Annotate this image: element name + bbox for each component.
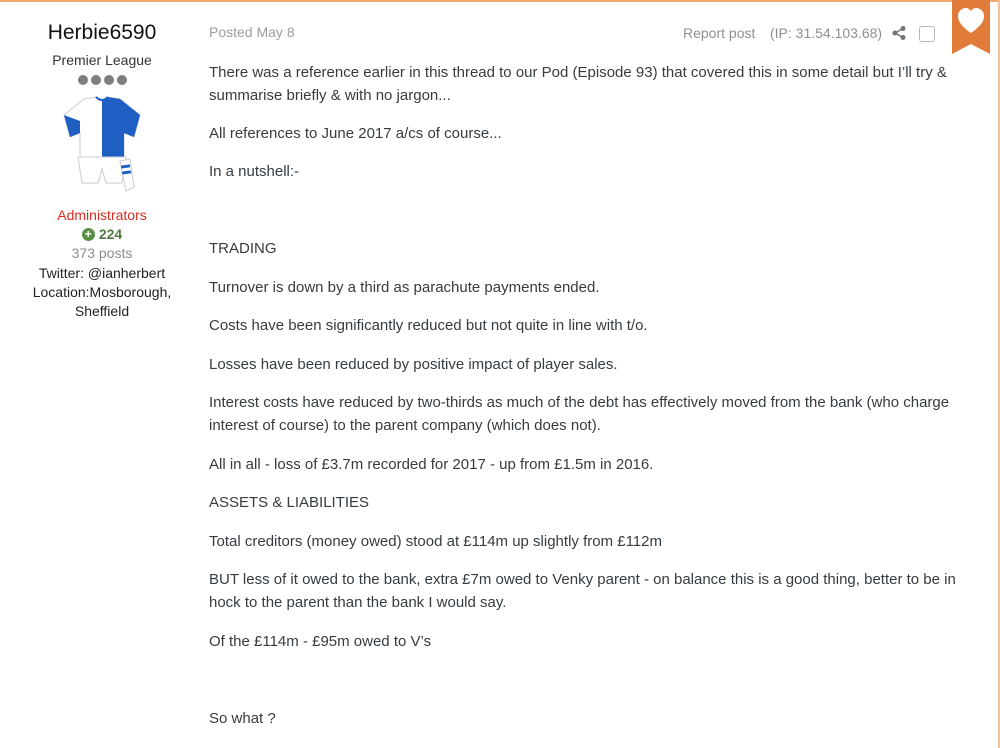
author-name[interactable]: Herbie6590 <box>47 21 157 44</box>
rank-pips <box>0 75 204 85</box>
post-heading: TRADING <box>209 240 277 257</box>
post-paragraph: Losses have been reduced by positive impact of player sales. <box>209 356 618 373</box>
member-group: Administrators <box>57 207 147 223</box>
author-panel <box>0 18 204 321</box>
rank-pip <box>117 75 127 85</box>
ip-address: (IP: 31.54.103.68) <box>770 25 883 41</box>
rank-pip <box>104 75 114 85</box>
author-location <box>0 283 204 321</box>
post-date[interactable]: Posted May 8 <box>209 24 295 40</box>
multiquote-checkbox[interactable] <box>919 26 935 42</box>
rank-pip <box>91 75 101 85</box>
rank-pip <box>78 75 88 85</box>
post-paragraph: There was a reference earlier in this thread to our Pod (Episode 93) that covered this in some detail but I’ll try & summarise briefly & with no jargon... <box>209 64 947 104</box>
reputation <box>0 226 204 242</box>
reputation-count: 224 <box>98 226 123 242</box>
post-paragraph: In a nutshell:- <box>209 163 300 180</box>
post-paragraph: Turnover is down by a third as parachute payments ended. <box>209 279 600 296</box>
top-accent-border <box>0 0 1000 2</box>
post-paragraph: Of the £114m - £95m owed to V’s <box>209 633 432 650</box>
share-icon[interactable] <box>891 25 907 41</box>
post-paragraph: BUT less of it owed to the bank, extra £7m owed to Venky parent - on balance this is a good thing, better to be in hock to the parent than the bank I would say. <box>209 571 956 611</box>
post-paragraph: Costs have been significantly reduced but not quite in line with t/o. <box>209 317 648 334</box>
post-paragraph: Interest costs have reduced by two-thirds as much of the debt has effectively moved from the bank (who charge interest of course) to the parent company (which does not). <box>209 394 950 434</box>
plus-circle-icon: + <box>82 228 95 241</box>
post-count: 373 posts <box>71 245 133 261</box>
post-paragraph: All in all - loss of £3.7m recorded for 2017 - up from £1.5m in 2016. <box>209 456 654 473</box>
report-post-link[interactable]: Report post <box>683 25 756 41</box>
author-rank: Premier League <box>52 52 152 68</box>
post-paragraph: So what ? <box>209 710 276 727</box>
heart-icon[interactable] <box>952 0 990 54</box>
author-location-line1: Location:Mosborough, <box>32 284 172 300</box>
post-paragraph: All references to June 2017 a/cs of course... <box>209 125 502 142</box>
post-paragraph: Total creditors (money owed) stood at £114m up slightly from £112m <box>209 533 662 550</box>
football-kit-avatar[interactable] <box>60 95 144 193</box>
post-heading: ASSETS & LIABILITIES <box>209 494 370 511</box>
author-twitter: Twitter: @ianherbert <box>38 265 166 281</box>
author-location-line2: Sheffield <box>74 303 130 319</box>
